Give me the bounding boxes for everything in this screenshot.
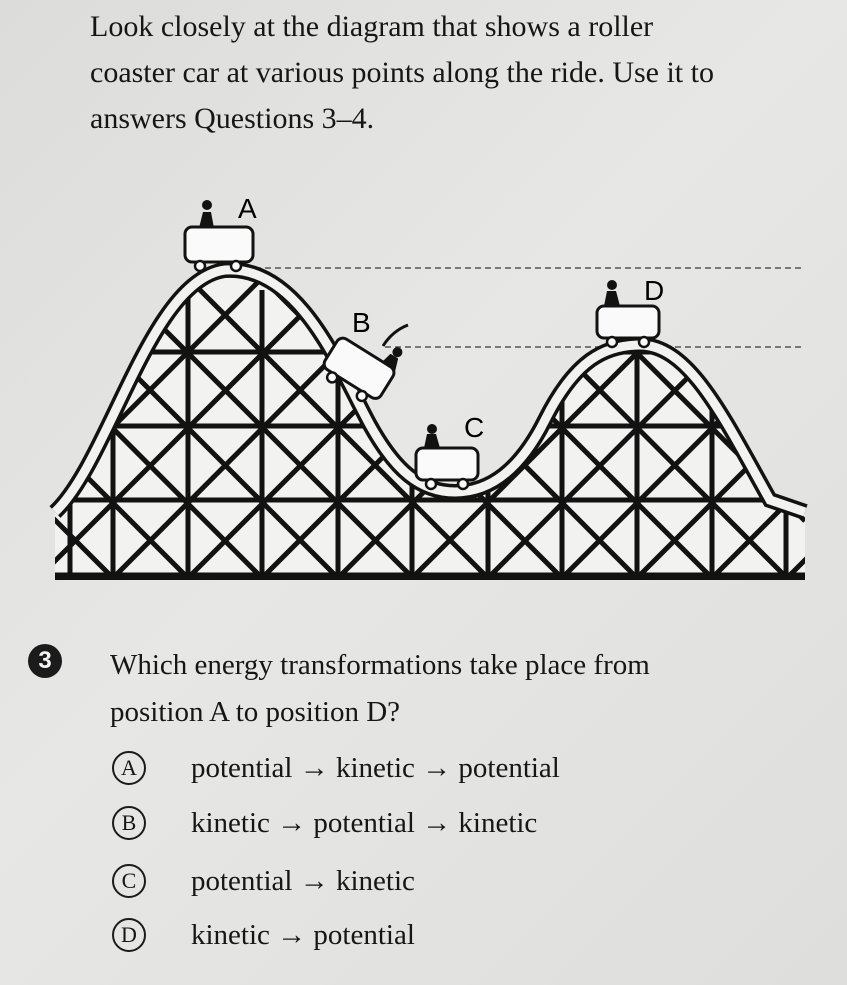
car-a [185, 193, 257, 271]
intro-text: Look closely at the diagram that shows a roller coaster car at various points along the ride. Use it to answers Questions 3–4. [90, 10, 714, 135]
rider-icon [424, 424, 440, 448]
option-a[interactable] [112, 748, 560, 788]
label-d: D [644, 275, 665, 306]
option-letter-c: C [112, 864, 146, 898]
option-letter-a: A [112, 751, 146, 785]
label-a: A [238, 193, 257, 224]
option-c[interactable] [112, 861, 415, 901]
option-text-a: potential → kinetic → potential [191, 751, 560, 784]
option-letter-d: D [112, 918, 146, 952]
label-b: B [352, 307, 371, 338]
car-c [416, 412, 484, 489]
label-c: C [464, 412, 485, 443]
rider-arm [383, 325, 408, 346]
question-number-badge: 3 [28, 644, 62, 678]
option-d[interactable] [112, 915, 415, 955]
option-b[interactable] [112, 803, 537, 843]
option-text-c: potential → kinetic [191, 864, 415, 897]
car-d [597, 275, 664, 347]
roller-coaster-diagram [0, 180, 847, 600]
rider-icon [199, 200, 214, 228]
option-text-d: kinetic → potential [191, 918, 415, 951]
option-text-b: kinetic → potential → kinetic [191, 806, 538, 839]
question-text: Which energy transformations take place from position A to position D? [110, 649, 650, 728]
rider-icon [604, 280, 620, 306]
option-letter-b: B [112, 806, 146, 840]
